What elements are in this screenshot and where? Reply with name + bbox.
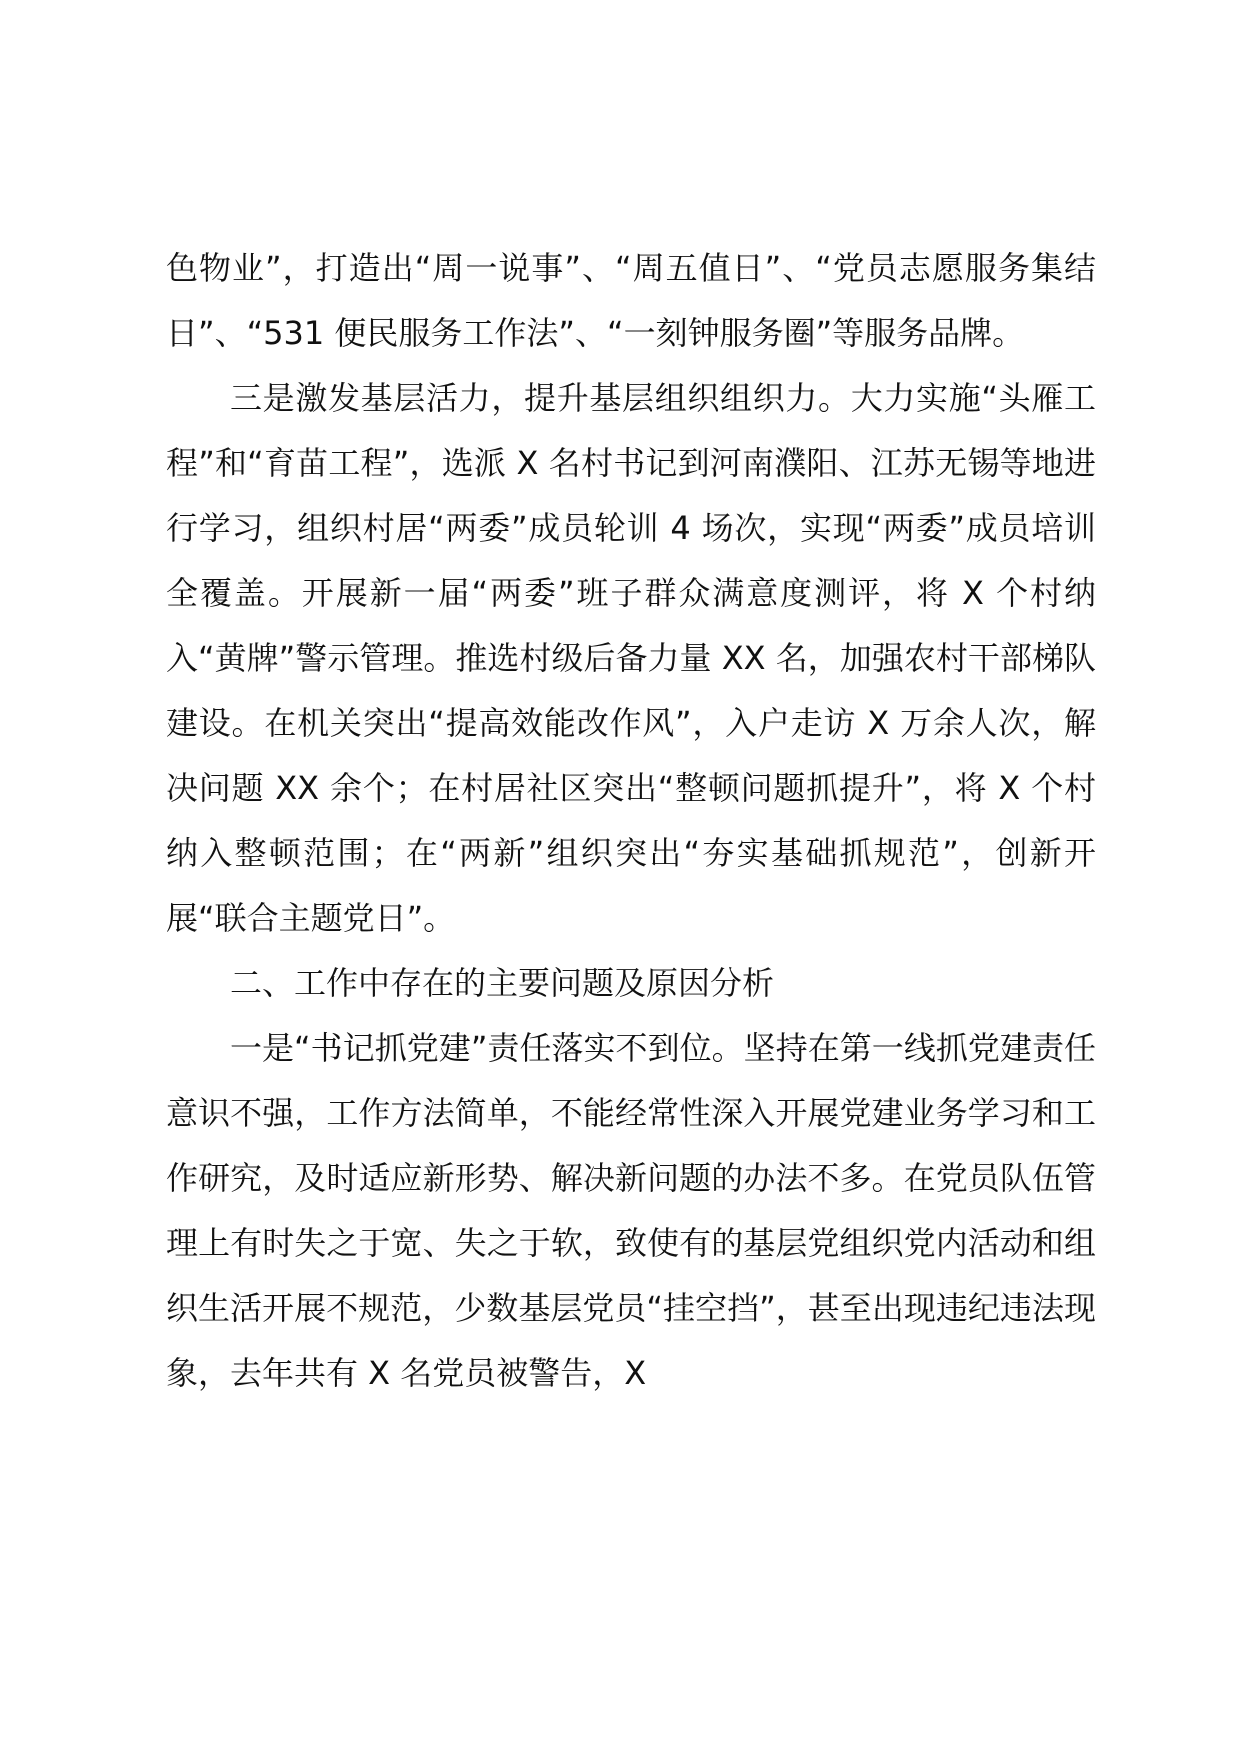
paragraph-problem-one: 一是“书记抓党建”责任落实不到位。坚持在第一线抓党建责任意识不强，工作方法简单，不能经常性深入开展党建业务学习和工作研究，及时适应新形势、解决新问题的办法不多。在党员队伍管理上有时失之于宽、失之于软，致使有的基层党组织党内活动和组织生活开展不规范，少数基层党员“挂空挡”，甚至出现违纪违法现象，去年共有 X 名党员被警告，X bbox=[166, 1029, 1096, 1392]
paragraph-item-three: 三是激发基层活力，提升基层组织组织力。大力实施“头雁工程”和“育苗工程”，选派 X 名村书记到河南濮阳、江苏无锡等地进行学习，组织村居“两委”成员轮训 4 场次，实现“两委”成员培训全覆盖。开展新一届“两委”班子群众满意度测评，将 X 个村纳入“黄牌”警示管理。推选村级后备力量 XX 名，加强农村干部梯队建设。在机关突出“提高效能改作风”，入户走访 X 万余人次，解决问题 XX 余个；在村居社区突出“整顿问题抓提升”，将 X 个村纳入整顿范围；在“两新”组织突出“夯实基础抓规范”，创新开展“联合主题党日”。 bbox=[166, 379, 1096, 937]
document-body bbox=[166, 236, 1096, 1406]
section-heading-two: 二、工作中存在的主要问题及原因分析 bbox=[230, 964, 775, 1002]
paragraph-continuation-brands: 色物业”，打造出“周一说事”、“周五值日”、“党员志愿服务集结日”、“531 便民服务工作法”、“一刻钟服务圈”等服务品牌。 bbox=[166, 249, 1096, 352]
